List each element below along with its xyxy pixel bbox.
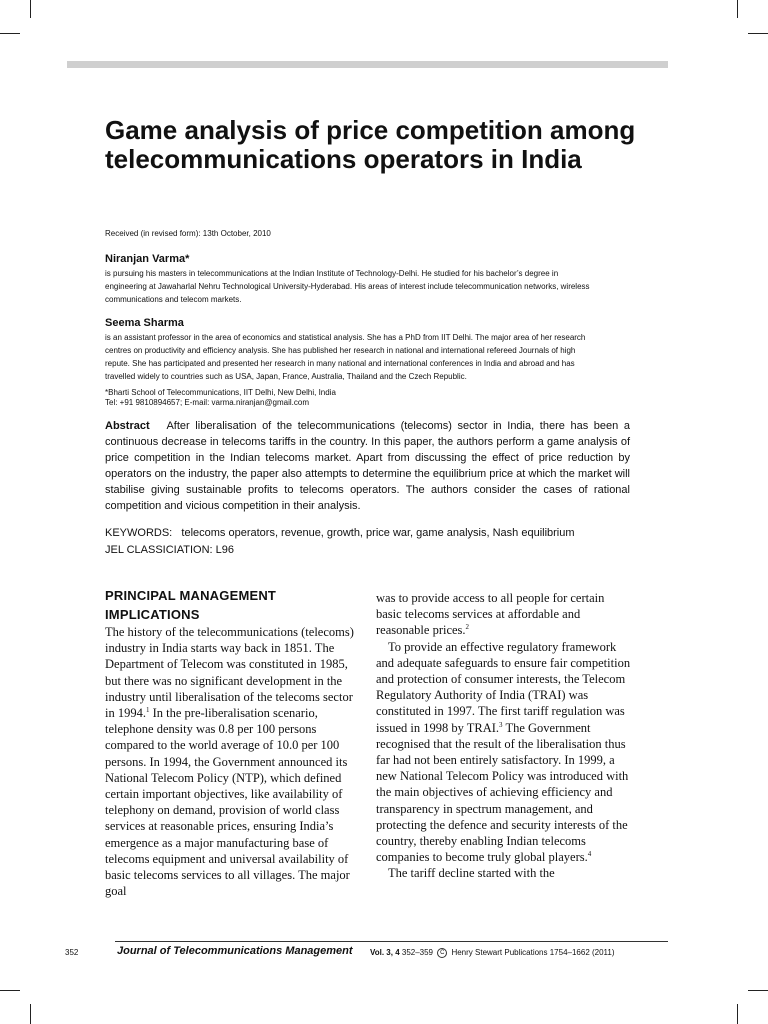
paragraph <box>376 639 632 866</box>
abstract-text: After liberalisation of the telecommunications (telecoms) sector in India, there has been a continuous decrease in telecoms tariffs in the country. In this paper, the authors perform a game analysis of price competition in the Indian telecoms market. Apart from discussing the effect of price reduction by operators on the industry, the paper also attempts to determine the equilibrium price at which the market will stabilise giving sustainable profits to telecoms operators. The authors consider the cases of rational competition and vicious competition in their analysis. <box>105 420 631 512</box>
bio-line: is pursuing his masters in telecommunications at the Indian Institute of Technology-Delhi. He studied for his bachelor’s degree in <box>105 269 559 278</box>
crop-mark <box>748 990 768 991</box>
section-heading: PRINCIPAL MANAGEMENT IMPLICATIONS <box>105 588 277 622</box>
crop-mark <box>30 0 31 18</box>
volume-info <box>370 948 615 958</box>
bio-line: travelled widely to countries such as USA, Japan, France, Australia, Thailand and the Czech Republic. <box>105 372 467 381</box>
footnote-ref[interactable]: 2 <box>465 623 470 632</box>
abstract-label: Abstract <box>105 420 150 432</box>
footnote-ref[interactable]: 4 <box>587 850 592 859</box>
author-name: Seema Sharma <box>105 317 184 329</box>
text-run: was to provide access to all people for certain basic telecoms services at affordable and reasonable prices. <box>376 591 605 638</box>
abstract <box>105 418 630 514</box>
paragraph <box>376 590 632 639</box>
header-rule <box>67 61 668 68</box>
copyright-icon: C <box>437 948 447 958</box>
keywords: KEYWORDS: telecoms operators, revenue, growth, price war, game analysis, Nash equilibrium <box>105 527 575 539</box>
text-run: In the pre-liberalisation scenario, telephone density was 0.8 per 100 persons compared to the world average of 10.0 per 100 persons. In 1994, the Government announced its National Telecom Policy (NTP), which defined certain important objectives, like availability of telephony on demand, provision of world class services at reasonable prices, ensuring India’s emergence as a major manufacturing base of telecoms equipment and universal availability of basic telecoms services to all villages. The major goal <box>105 706 350 899</box>
crop-mark <box>30 1004 31 1024</box>
crop-mark <box>0 33 20 34</box>
author-bio <box>105 331 645 383</box>
pages: 352–359 <box>399 948 436 958</box>
copyright: Henry Stewart Publications 1754–1662 (2011) <box>449 948 615 958</box>
text-run: The history of the telecommunications (telecoms) industry in India starts way back in 1851. The Department of Telecom was constituted in 1985, but there was no significant development in the industry until liberalisation of the telecoms sector in 1994. <box>105 625 354 721</box>
jel-classification: JEL CLASSICIATION: L96 <box>105 544 234 556</box>
volume: Vol. 3, 4 <box>370 948 400 958</box>
keywords-block <box>105 525 645 559</box>
footnote-ref[interactable]: 1 <box>145 705 150 714</box>
paragraph: The tariff decline started with the <box>388 866 555 881</box>
affiliation: *Bharti School of Telecommunications, IIT Delhi, New Delhi, India <box>105 388 336 397</box>
text-run: To provide an effective regulatory framework and adequate safeguards to ensure fair competition and protection of consumer interests, the Telecom Regulatory Authority of India (TRAI) was constituted in 1997. The first tariff regulation was issued in 1998 by TRAI. <box>376 639 631 735</box>
bio-line: engineering at Jawaharlal Nehru Technological University-Hyderabad. His areas of interest include telecommunication networks, wireless <box>105 282 590 291</box>
body-column-right <box>376 590 632 882</box>
crop-mark <box>737 1004 738 1024</box>
author-bio <box>105 267 645 306</box>
footnote-ref[interactable]: 3 <box>499 720 503 729</box>
footer-rule <box>115 941 668 942</box>
received-date: Received (in revised form): 13th October, 2010 <box>105 229 271 238</box>
paper-title: Game analysis of price competition among telecommunications operators in India <box>105 115 636 174</box>
page-number: 352 <box>65 948 79 957</box>
journal-name: Journal of Telecommunications Management <box>117 945 353 957</box>
author-name: Niranjan Varma* <box>105 253 190 265</box>
bio-line: communications and telecom markets. <box>105 295 242 304</box>
text-run: The Government recognised that the result of the liberalisation thus far had not been entirely satisfactory. In 1999, a new National Telecom Policy was introduced with the main objectives of achieving efficiency and transparency in spectrum management, and protecting the defence and security interests of the country, thereby enabling Indian telecoms companies to become truly global players. <box>376 720 629 865</box>
crop-mark <box>0 990 20 991</box>
crop-mark <box>748 33 768 34</box>
affiliation-block <box>105 388 336 408</box>
bio-line: is an assistant professor in the area of economics and statistical analysis. She has a PhD from IIT Delhi. The major area of her research <box>105 333 586 342</box>
bio-line: centres on productivity and efficiency analysis. She has published her research in national and international refereed Journals of high <box>105 346 576 355</box>
bio-line: repute. She has participated and presented her research in many national and international conferences in India and abroad and has <box>105 359 575 368</box>
paragraph <box>105 624 360 899</box>
body-column-left <box>105 624 360 899</box>
contact-info: Tel: +91 9810894657; E-mail: varma.niranjan@gmail.com <box>105 398 310 407</box>
crop-mark <box>737 0 738 18</box>
